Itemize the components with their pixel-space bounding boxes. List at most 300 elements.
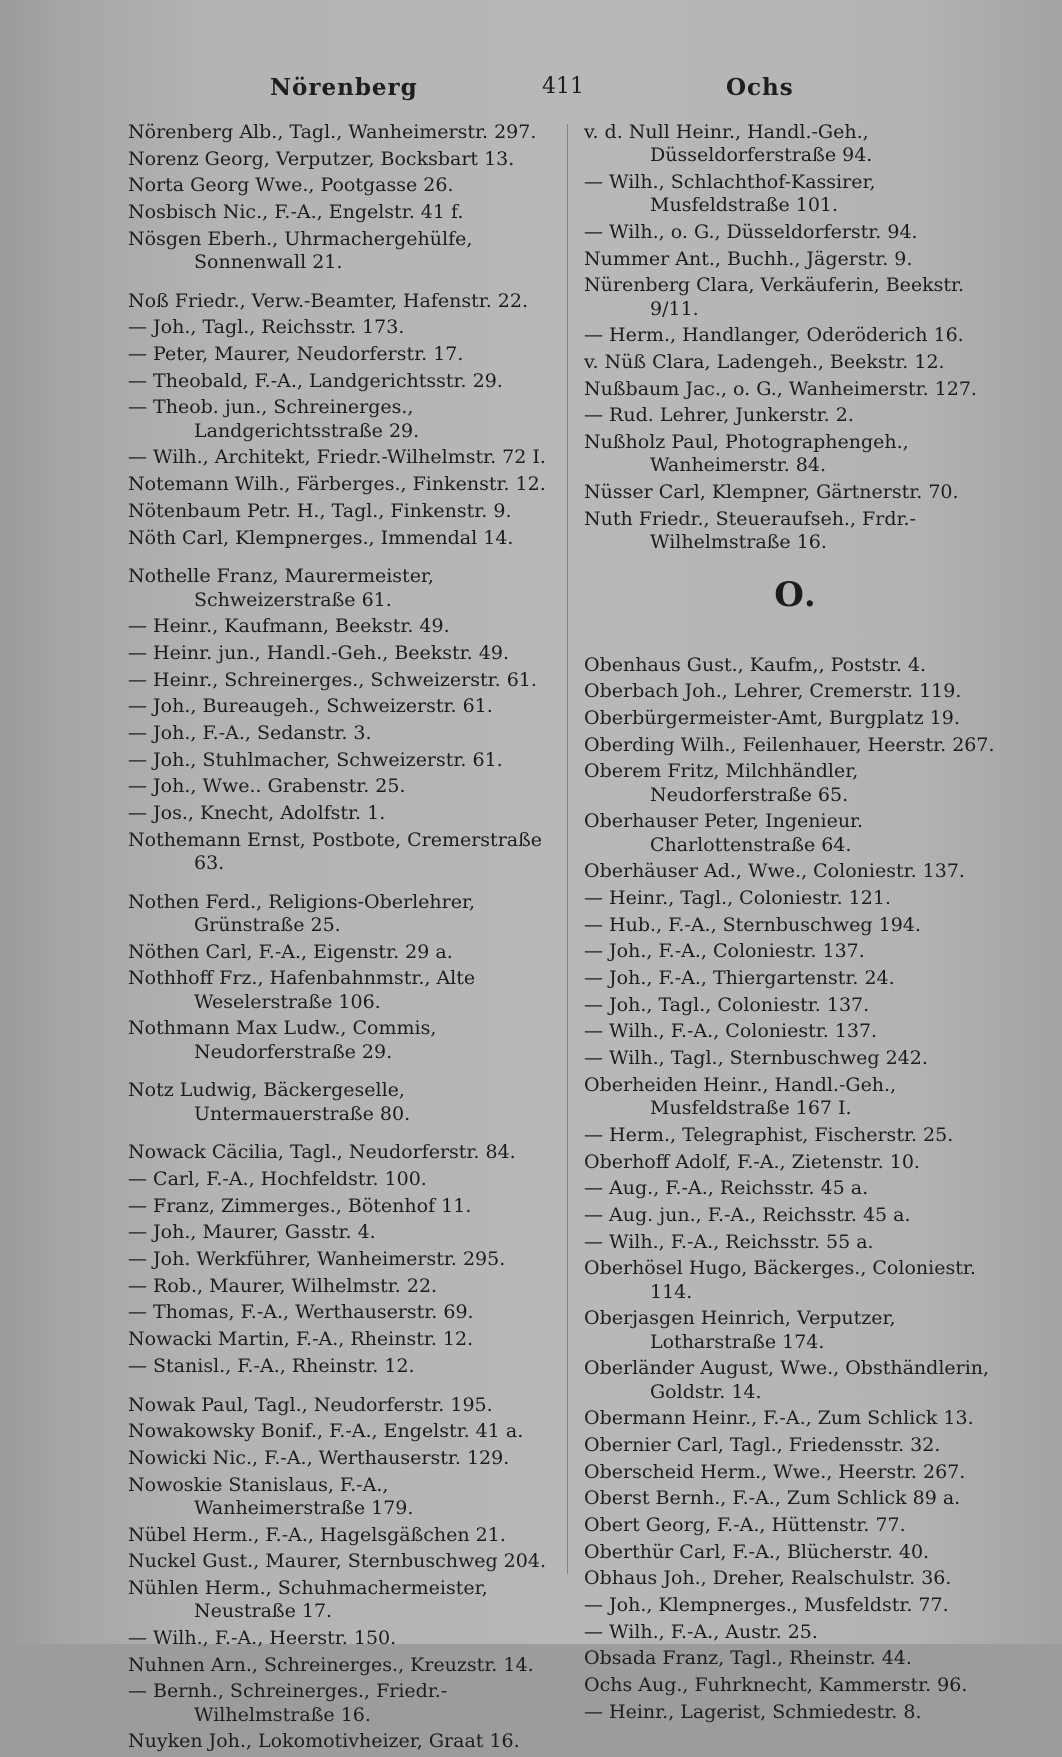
directory-entry: [584, 1701, 1008, 1724]
directory-entry: [584, 1541, 1008, 1564]
directory-entry: [584, 654, 1008, 677]
entry-details: Religions-Oberlehrer, Grünstraße 25.: [194, 890, 475, 936]
directory-entry: [584, 914, 1008, 937]
directory-entry: [128, 1474, 546, 1521]
entry-details: Färberges., Finkenstr. 12.: [290, 473, 546, 496]
entry-details: F.-A., Hagelsgäßchen 21.: [259, 1523, 506, 1546]
directory-entry: [128, 1654, 546, 1677]
entry-details: Schuhmachermeister, Neustraße 17.: [194, 1576, 488, 1623]
entry-name: Noß Friedr.,: [128, 289, 246, 312]
entry-name: Notz Ludwig,: [128, 1079, 258, 1102]
entry-details: Hafenbahnmstr., Alte Weselerstraße 106.: [194, 967, 476, 1013]
entry-name: Nürenberg Clara,: [584, 274, 755, 297]
entry-details: Dreher, Realschulstr. 36.: [706, 1567, 952, 1590]
entry-name: Nothemann Ernst,: [128, 828, 306, 851]
entry-details: Telegraphist, Fischerstr. 25.: [676, 1123, 954, 1146]
entry-details: Ingenieur. Charlottenstraße 64.: [650, 810, 864, 856]
directory-entry: [128, 343, 546, 366]
directory-entry: [128, 722, 546, 745]
entry-name: — Wilh.,: [128, 1626, 209, 1649]
entry-details: F.-A., Reichsstr. 45 a.: [659, 1177, 869, 1200]
entry-name: Nösgen Eberh.,: [128, 227, 279, 250]
entry-details: F.-A., Rheinstr. 12.: [231, 1354, 415, 1377]
directory-entry: [584, 1074, 1008, 1121]
entry-details: Knecht, Adolfstr. 1.: [193, 802, 386, 825]
entry-name: Nübel Herm.,: [128, 1523, 260, 1546]
entry-name: Oberbürgermeister-Amt,: [584, 707, 823, 730]
page-number: 411: [542, 74, 584, 99]
entry-details: Handlanger, Oderöderich 16.: [676, 324, 964, 347]
entry-name: — Joh.,: [584, 1594, 653, 1617]
directory-entry: [584, 1407, 1008, 1430]
entry-details: Schreinerges., Landgerichtsstraße 29.: [194, 396, 420, 442]
directory-entry: [128, 1680, 546, 1727]
directory-entry: [128, 174, 546, 197]
directory-entry: [584, 1434, 1008, 1457]
entry-name: — Wilh.,: [128, 446, 209, 469]
directory-entry: [584, 1514, 1008, 1537]
entry-name: — Herm.,: [584, 324, 677, 347]
directory-entry: [128, 148, 546, 171]
entry-details: Postbote, Cremerstraße 63.: [194, 828, 543, 874]
directory-entry: [128, 1221, 546, 1244]
entry-name: Oberheiden Heinr.,: [584, 1073, 769, 1096]
entry-details: F.-A., Landgerichtsstr. 29.: [248, 369, 503, 392]
directory-entry: [584, 431, 1008, 478]
directory-entry: [584, 378, 1008, 401]
entry-name: v. Nüß Clara,: [584, 351, 711, 374]
directory-entry: [128, 1550, 546, 1573]
directory-entry: [128, 1524, 546, 1547]
entry-details: Tagl., Friedensstr. 32.: [723, 1433, 941, 1456]
entry-name: — Wilh.,: [584, 1047, 665, 1070]
entry-details: Fuhrknecht, Kammerstr. 96.: [688, 1674, 968, 1697]
directory-entry: [128, 1627, 546, 1650]
directory-entry: [584, 967, 1008, 990]
entry-details: F.-A., Zietenstr. 10.: [731, 1150, 920, 1173]
entry-details: Wwe., Heerstr. 267.: [767, 1460, 966, 1483]
directory-entry: [584, 324, 1008, 347]
entry-name: — Franz,: [128, 1194, 215, 1217]
entry-name: — Aug. jun.,: [584, 1203, 702, 1226]
directory-entry: [128, 1577, 546, 1624]
entry-details: Ludw., Commis, Neudorferstraße 29.: [194, 1017, 437, 1063]
entry-name: v. d. Null Heinr.,: [584, 121, 742, 143]
entry-details: Wwe., Obsthändlerin, Goldstr. 14.: [650, 1357, 990, 1403]
entry-details: Bureaugeh., Schweizerstr. 61.: [196, 695, 493, 718]
directory-entry: [584, 1047, 1008, 1070]
entry-details: Tagl., Reichsstr. 173.: [196, 316, 405, 339]
entry-details: Architekt, Friedr.-Wilhelmstr. 72 I.: [208, 446, 546, 469]
entry-name: — Carl,: [128, 1168, 201, 1190]
entry-name: — Stanisl.,: [128, 1354, 232, 1377]
entry-name: — Wilh.,: [584, 1020, 665, 1043]
entry-details: Steueraufseh., Frdr.-Wilhelmstraße 16.: [650, 507, 916, 554]
entry-name: — Wilh.,: [584, 1620, 665, 1643]
directory-entry: [584, 1124, 1008, 1147]
entry-details: Buchh., Jägerstr. 9.: [720, 247, 913, 270]
paragraph-gap: [128, 1067, 546, 1079]
directory-entry: [128, 1168, 546, 1191]
directory-entry: [128, 500, 546, 523]
directory-entry: [128, 941, 546, 964]
directory-entry: [584, 171, 1008, 218]
entry-details: Uhrmachergehülfe, Sonnenwall 21.: [194, 227, 473, 274]
directory-entry: [128, 201, 546, 224]
entry-details: F.-A., Reichsstr. 45 a.: [701, 1203, 911, 1226]
directory-entry: [584, 1204, 1008, 1227]
directory-entry: [128, 1248, 546, 1271]
directory-entry: [584, 404, 1008, 427]
entry-name: Obenhaus Gust.,: [584, 653, 744, 676]
entry-name: Oberding Wilh.,: [584, 733, 737, 756]
paragraph-gap: [128, 278, 546, 290]
entry-name: Norta Georg: [128, 174, 250, 197]
entry-name: — Heinr.,: [128, 615, 219, 638]
directory-entry: [584, 481, 1008, 504]
entry-name: — Aug.,: [584, 1177, 660, 1200]
section-letter: O.: [774, 575, 818, 616]
entry-details: Tagl., Wanheimerstr. 297.: [283, 121, 537, 143]
entry-name: — Joh.,: [128, 1221, 197, 1244]
directory-entry: [128, 829, 546, 876]
entry-details: H., Tagl., Finkenstr. 9.: [290, 499, 512, 522]
entry-name: Obhaus Joh.,: [584, 1567, 707, 1590]
directory-entry: [584, 994, 1008, 1017]
page-header: [120, 70, 1000, 110]
paragraph-gap: [128, 553, 546, 565]
entry-details: Bäckergeselle, Untermauerstraße 80.: [194, 1079, 411, 1125]
entry-name: — Herm.,: [584, 1123, 677, 1146]
entry-details: Maurer, Neudorferstr. 17.: [208, 343, 464, 366]
directory-entry: [128, 370, 546, 393]
directory-entry: [128, 527, 546, 550]
entry-name: Nothen Ferd.,: [128, 890, 263, 913]
entry-details: Ladengeh., Beekstr. 12.: [710, 351, 945, 374]
entry-details: Wwe., Pootgasse 26.: [249, 174, 454, 197]
entry-details: F.-A., Werthauserstr. 129.: [258, 1446, 510, 1469]
directory-entry: [128, 290, 546, 313]
entry-details: Lokomotivheizer, Graat 16.: [252, 1730, 520, 1753]
entry-name: Obernier Carl,: [584, 1433, 724, 1456]
entry-name: — Joh.,: [128, 748, 197, 771]
entry-details: Schreinerges., Kreuzstr. 14.: [257, 1653, 534, 1676]
entry-name: Oberjasgen Heinrich,: [584, 1307, 791, 1330]
entry-details: F.-A., Thiergartenstr. 24.: [652, 967, 895, 990]
entry-details: Verw.-Beamter, Hafenstr. 22.: [245, 289, 529, 312]
entry-name: — Thomas,: [128, 1301, 235, 1324]
directory-entry: [584, 860, 1008, 883]
entry-details: Tagl., Coloniestr. 121.: [674, 887, 891, 910]
directory-entry: [128, 565, 546, 612]
directory-entry: [584, 1020, 1008, 1043]
entry-name: — Joh.: [128, 1248, 191, 1271]
entry-name: Obsada Franz,: [584, 1647, 725, 1670]
right-column-o-entries: [584, 654, 1008, 1724]
entry-name: Nowoskie Stanislaus,: [128, 1473, 334, 1496]
paragraph-gap: [128, 1382, 546, 1394]
directory-entry: [128, 446, 546, 469]
entry-name: — Joh.,: [584, 993, 653, 1016]
entry-name: — Heinr.,: [584, 1700, 675, 1723]
directory-entry: [584, 1177, 1008, 1200]
entry-name: Nowak Paul,: [128, 1393, 249, 1416]
entry-name: Nörenberg Alb.,: [128, 121, 284, 143]
directory-entry: [584, 221, 1008, 244]
entry-name: Oberem Fritz,: [584, 760, 720, 783]
entry-details: Feilenhauer, Heerstr. 267.: [736, 733, 995, 756]
entry-details: Kaufm,, Poststr. 4.: [743, 653, 927, 676]
entry-name: — Theob. jun.,: [128, 396, 268, 419]
entry-name: Nuckel Gust.,: [128, 1550, 260, 1573]
entry-name: Nothelle Franz,: [128, 565, 279, 588]
directory-entry: [128, 775, 546, 798]
entry-name: Nöth Carl,: [128, 526, 230, 549]
directory-entry: [128, 891, 546, 938]
directory-entry: [584, 1307, 1008, 1354]
directory-entry: [584, 121, 1008, 168]
entry-name: Nußbaum Jac.,: [584, 377, 728, 400]
entry-details: F.-A., Wanheimerstraße 179.: [194, 1473, 414, 1519]
entry-name: Nuyken Joh.,: [128, 1730, 253, 1753]
entry-name: Nüsser Carl,: [584, 481, 706, 504]
entry-name: Oberhäuser Ad.,: [584, 860, 742, 883]
directory-entry: [584, 1674, 1008, 1697]
directory-entry: [128, 1079, 546, 1126]
entry-details: Schreinerges., Friedr.-Wilhelmstraße 16.: [194, 1680, 448, 1726]
entry-details: o. G., Düsseldorferstr. 94.: [664, 220, 918, 243]
directory-entry: [584, 1257, 1008, 1304]
entry-details: Werkführer, Wanheimerstr. 295.: [190, 1248, 506, 1271]
entry-details: F.-A., Sternbuschweg 194.: [662, 913, 921, 936]
entry-name: Oberländer August,: [584, 1357, 775, 1380]
entry-details: Tagl., Sternbuschweg 242.: [664, 1047, 928, 1070]
right-column: [584, 121, 1008, 1727]
paragraph-gap: [128, 879, 546, 891]
directory-entry: [584, 734, 1008, 757]
entry-details: F.-A., Heerstr. 150.: [208, 1626, 397, 1649]
entry-name: — Heinr.,: [128, 668, 219, 691]
entry-name: — Joh.,: [128, 775, 197, 798]
directory-entry: [128, 1447, 546, 1470]
entry-details: Verputzer, Bocksbart 13.: [269, 147, 515, 170]
entry-name: Oberhauser Peter,: [584, 810, 760, 833]
entry-details: Lagerist, Schmiedestr. 8.: [674, 1700, 922, 1723]
entry-details: Photographengeh., Wanheimerstr. 84.: [650, 431, 909, 477]
entry-name: — Heinr.,: [584, 887, 675, 910]
entry-details: Zimmerges., Bötenhof 11.: [214, 1194, 472, 1217]
entry-name: Nosbisch Nic.,: [128, 201, 269, 224]
directory-entry: [584, 1151, 1008, 1174]
paragraph-gap: [128, 1129, 546, 1141]
directory-entry: [128, 1017, 546, 1064]
entry-name: Oberhösel Hugo,: [584, 1257, 748, 1280]
entry-details: Klempner, Gärtnerstr. 70.: [705, 481, 959, 504]
entry-details: Lehrer, Junkerstr. 2.: [653, 404, 854, 427]
directory-entry: [584, 760, 1008, 807]
entry-details: Handl.-Geh., Musfeldstraße 167 I.: [650, 1073, 897, 1120]
directory-entry: [584, 887, 1008, 910]
entry-name: — Joh.,: [128, 316, 197, 339]
entry-details: Kaufmann, Beekstr. 49.: [218, 615, 450, 638]
entry-name: Obert Georg,: [584, 1513, 711, 1536]
entry-name: Oberhoff Adolf,: [584, 1150, 732, 1173]
entry-name: Nummer Ant.,: [584, 247, 721, 270]
directory-entry: [128, 615, 546, 638]
directory-entry: [584, 1647, 1008, 1670]
entry-details: F.-A., Eigenstr. 29 a.: [252, 940, 453, 963]
directory-entry: [128, 1355, 546, 1378]
entry-details: Handl.-Geh., Düsseldorferstraße 94.: [650, 121, 873, 167]
directory-entry: [128, 1394, 546, 1417]
entry-name: — Wilh.,: [584, 220, 665, 243]
entry-name: Norenz Georg,: [128, 147, 270, 170]
entry-name: — Joh.,: [128, 721, 197, 744]
entry-details: F.-A., Austr. 25.: [664, 1620, 818, 1643]
entry-name: — Heinr. jun.,: [128, 641, 261, 664]
directory-entry: [128, 1328, 546, 1351]
entry-details: F.-A., Coloniestr. 137.: [664, 1020, 878, 1043]
entry-name: Notemann Wilh.,: [128, 473, 291, 496]
header-right-catchword: Ochs: [726, 74, 794, 101]
entry-name: — Joh.,: [128, 695, 197, 718]
directory-entry: [128, 669, 546, 692]
entry-name: — Wilh.,: [584, 170, 665, 193]
entry-details: Milchhändler, Neudorferstraße 65.: [650, 760, 859, 806]
entry-name: Nowakowsky Bonif.,: [128, 1420, 324, 1443]
entry-name: — Peter,: [128, 343, 209, 366]
entry-details: Maurermeister, Schweizerstraße 61.: [194, 565, 434, 611]
directory-entry: [128, 473, 546, 496]
directory-entry: [584, 707, 1008, 730]
entry-details: Tagl., Neudorferstr. 84.: [283, 1141, 516, 1164]
directory-entry: [128, 695, 546, 718]
entry-details: F.-A., Zum Schlick 13.: [757, 1407, 974, 1430]
entry-name: — Bernh.,: [128, 1680, 224, 1703]
directory-entry: [584, 810, 1008, 857]
entry-details: F.-A., Rheinstr. 12.: [289, 1328, 474, 1351]
directory-entry: [584, 940, 1008, 963]
directory-entry: [584, 1567, 1008, 1590]
entry-name: Nötenbaum Petr.: [128, 499, 291, 522]
entry-name: Oberst Bernh.,: [584, 1487, 727, 1510]
directory-entry: [128, 802, 546, 825]
entry-name: Obermann Heinr.,: [584, 1407, 758, 1430]
entry-name: Nußholz Paul,: [584, 431, 719, 454]
directory-entry: [584, 1487, 1008, 1510]
directory-entry: [128, 121, 546, 144]
directory-entry: [128, 1301, 546, 1324]
entry-details: Tagl., Coloniestr. 137.: [652, 993, 870, 1016]
entry-name: Nowacki Martin,: [128, 1328, 290, 1351]
entry-details: F.-A., Coloniestr. 137.: [652, 940, 865, 963]
entry-details: Handl.-Geh., Beekstr. 49.: [260, 641, 509, 664]
entry-name: Nothmann Max: [128, 1017, 278, 1040]
directory-entry: [128, 1275, 546, 1298]
directory-entry: [584, 680, 1008, 703]
directory-entry: [128, 967, 546, 1014]
entry-name: — Hub.,: [584, 913, 663, 936]
entry-details: F.-A., Sedanstr. 3.: [196, 721, 372, 744]
entry-name: Nuth Friedr.,: [584, 507, 710, 530]
directory-entry: [128, 1730, 546, 1753]
entry-name: Nöthen Carl,: [128, 940, 253, 963]
entry-details: Tagl., Rheinstr. 44.: [724, 1647, 912, 1670]
entry-details: Maurer, Wilhelmstr. 22.: [203, 1274, 438, 1297]
entry-details: Maurer, Gasstr. 4.: [196, 1221, 376, 1244]
entry-details: F.-A., Engelstr. 41 f.: [268, 201, 464, 224]
entry-details: F.-A., Engelstr. 41 a.: [323, 1420, 524, 1443]
entry-name: Oberthür Carl,: [584, 1540, 727, 1563]
left-column: [128, 121, 546, 1757]
directory-entry: [128, 642, 546, 665]
entry-details: Klempnerges., Immendal 14.: [229, 526, 514, 549]
directory-entry: [584, 1621, 1008, 1644]
directory-entry: [128, 1141, 546, 1164]
header-left-catchword: Nörenberg: [270, 74, 418, 101]
directory-entry: [584, 1461, 1008, 1484]
directory-entry: [128, 228, 546, 275]
entry-details: Schreinerges., Schweizerstr. 61.: [218, 668, 537, 691]
directory-entry: [584, 1357, 1008, 1404]
directory-entry: [128, 1195, 546, 1218]
directory-entry: [128, 1420, 546, 1443]
entry-details: Wwe., Coloniestr. 137.: [741, 860, 965, 883]
directory-entry: [128, 749, 546, 772]
entry-details: F.-A., Hüttenstr. 77.: [710, 1513, 906, 1536]
entry-details: F.-A., Werthauserstr. 69.: [234, 1301, 474, 1324]
entry-details: Lehrer, Cremerstr. 119.: [727, 680, 962, 703]
entry-name: Ochs Aug.,: [584, 1674, 689, 1697]
entry-details: Verkäuferin, Beekstr. 9/11.: [650, 274, 965, 320]
entry-name: — Joh.,: [584, 967, 653, 990]
entry-name: — Jos.,: [128, 802, 194, 825]
entry-name: Nühlen Herm.,: [128, 1576, 272, 1599]
entry-details: Klempnerges., Musfeldstr. 77.: [652, 1594, 949, 1617]
entry-details: Verputzer, Lotharstraße 174.: [650, 1307, 896, 1353]
directory-entry: [584, 1231, 1008, 1254]
entry-name: Oberscheid Herm.,: [584, 1460, 768, 1483]
directory-entry: [584, 351, 1008, 374]
entry-details: Wwe.. Grabenstr. 25.: [196, 775, 406, 798]
directory-entry: [584, 1594, 1008, 1617]
entry-name: — Wilh.,: [584, 1230, 665, 1253]
entry-name: Nowack Cäcilia,: [128, 1141, 284, 1164]
entry-details: F.-A., Reichsstr. 55 a.: [664, 1230, 874, 1253]
entry-details: Maurer, Sternbuschweg 204.: [259, 1550, 546, 1573]
directory-entry: [584, 508, 1008, 555]
column-divider: [567, 124, 568, 1574]
entry-details: o. G., Wanheimerstr. 127.: [727, 377, 977, 400]
entry-details: Bäckerges., Coloniestr. 114.: [650, 1257, 976, 1303]
entry-name: Nuhnen Arn.,: [128, 1653, 258, 1676]
directory-entry: [128, 316, 546, 339]
entry-details: Tagl., Neudorferstr. 195.: [248, 1393, 493, 1416]
directory-entry: [584, 274, 1008, 321]
entry-name: — Theobald,: [128, 369, 249, 392]
entry-details: F.-A., Zum Schlick 89 a.: [726, 1487, 961, 1510]
entry-name: — Rob.,: [128, 1274, 204, 1297]
entry-name: — Rud.: [584, 404, 654, 427]
directory-entry: [128, 396, 546, 443]
entry-name: Oberbach Joh.,: [584, 680, 728, 703]
entry-details: Schlachthof-Kassirer, Musfeldstraße 101.: [650, 170, 876, 217]
entry-details: Stuhlmacher, Schweizerstr. 61.: [196, 748, 503, 771]
entry-name: Nowicki Nic.,: [128, 1446, 259, 1469]
entry-name: — Joh.,: [584, 940, 653, 963]
right-column-n-entries: [584, 121, 1008, 554]
entry-details: F.-A., Blücherstr. 40.: [726, 1540, 930, 1563]
